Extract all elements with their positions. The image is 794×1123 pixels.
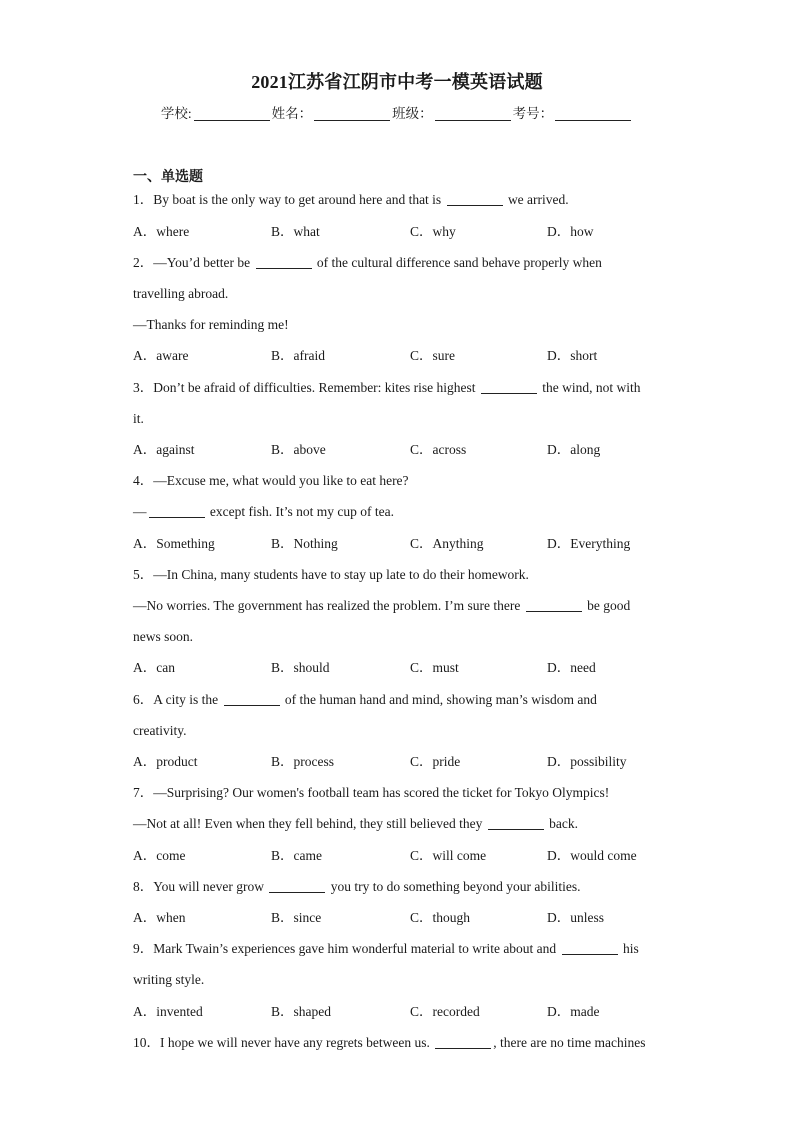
option-d[interactable]: D．Everything bbox=[547, 536, 631, 551]
option-b[interactable]: B．what bbox=[271, 224, 320, 239]
question-text: writing style. bbox=[133, 972, 205, 987]
answer-blank[interactable] bbox=[269, 879, 325, 893]
answer-blank[interactable] bbox=[562, 941, 618, 955]
number-blank[interactable] bbox=[555, 106, 631, 121]
question-text: 6．A city is the bbox=[133, 692, 222, 707]
question-text: news soon. bbox=[133, 629, 193, 644]
option-b[interactable]: B．afraid bbox=[271, 348, 325, 363]
question-text: creativity. bbox=[133, 723, 187, 738]
question-line bbox=[133, 691, 663, 709]
option-c[interactable]: C．pride bbox=[410, 754, 461, 769]
question-text: 5．—In China, many students have to stay up late to do their homework. bbox=[133, 567, 529, 582]
number-label: 考号： bbox=[512, 106, 554, 121]
option-b[interactable]: B．Nothing bbox=[271, 536, 338, 551]
question-text: 2．—You’d better be bbox=[133, 255, 254, 270]
question-text: his bbox=[619, 941, 639, 956]
option-d[interactable]: D．need bbox=[547, 660, 596, 675]
school-blank[interactable] bbox=[194, 106, 270, 121]
option-d[interactable]: D．along bbox=[547, 442, 601, 457]
answer-blank[interactable] bbox=[488, 816, 544, 830]
question-text: the wind, not with bbox=[538, 380, 641, 395]
question-line bbox=[133, 285, 663, 303]
question-text: —No worries. The government has realized the problem. I’m sure there bbox=[133, 598, 524, 613]
question-line bbox=[133, 971, 663, 989]
option-c[interactable]: C．across bbox=[410, 442, 467, 457]
option-c[interactable]: C．recorded bbox=[410, 1004, 480, 1019]
question-line bbox=[133, 410, 663, 428]
question-line bbox=[133, 878, 663, 896]
option-b[interactable]: B．process bbox=[271, 754, 334, 769]
question-text: —Thanks for reminding me! bbox=[133, 317, 289, 332]
question-text: it. bbox=[133, 411, 144, 426]
name-blank[interactable] bbox=[314, 106, 390, 121]
question-text: 10．I hope we will never have any regrets between us. bbox=[133, 1035, 434, 1050]
option-b[interactable]: B．shaped bbox=[271, 1004, 331, 1019]
option-d[interactable]: D．short bbox=[547, 348, 598, 363]
option-c[interactable]: C．though bbox=[410, 910, 471, 925]
option-c[interactable]: C．why bbox=[410, 224, 456, 239]
option-b[interactable]: B．above bbox=[271, 442, 326, 457]
question-line bbox=[133, 628, 663, 646]
option-d[interactable]: D．unless bbox=[547, 910, 604, 925]
question-text: back. bbox=[545, 816, 579, 831]
answer-blank[interactable] bbox=[526, 598, 582, 612]
question-line bbox=[133, 815, 663, 833]
question-text: travelling abroad. bbox=[133, 286, 229, 301]
question-text: of the cultural difference sand behave properly when bbox=[313, 255, 602, 270]
answer-blank[interactable] bbox=[481, 380, 537, 394]
question-text: 4．—Excuse me, what would you like to eat here? bbox=[133, 473, 409, 488]
question-text: 3．Don’t be afraid of difficulties. Remember: kites rise highest bbox=[133, 380, 479, 395]
option-a[interactable]: A．when bbox=[133, 910, 186, 925]
question-line bbox=[133, 784, 663, 802]
question-text: 9．Mark Twain’s experiences gave him wonderful material to write about and bbox=[133, 941, 560, 956]
question-text: 1．By boat is the only way to get around here and that is bbox=[133, 192, 445, 207]
option-b[interactable]: B．since bbox=[271, 910, 322, 925]
section-title: 一、单选题 bbox=[133, 170, 203, 185]
question-line bbox=[133, 379, 663, 397]
question-line bbox=[133, 940, 663, 958]
option-c[interactable]: C．sure bbox=[410, 348, 455, 363]
question-text: — bbox=[133, 504, 147, 519]
question-line bbox=[133, 1034, 663, 1052]
exam-title: 2021江苏省江阴市中考一模英语试题 bbox=[251, 72, 543, 92]
student-info-row bbox=[0, 102, 794, 122]
class-label: 班级： bbox=[392, 106, 433, 121]
question-line bbox=[133, 566, 663, 584]
answer-blank[interactable] bbox=[447, 192, 503, 206]
question-line bbox=[133, 597, 663, 615]
option-a[interactable]: A．aware bbox=[133, 348, 189, 363]
option-d[interactable]: D．how bbox=[547, 224, 594, 239]
option-d[interactable]: D．made bbox=[547, 1004, 600, 1019]
name-label: 姓名： bbox=[271, 106, 313, 121]
question-line bbox=[133, 722, 663, 740]
answer-blank[interactable] bbox=[224, 692, 280, 706]
option-a[interactable]: A．product bbox=[133, 754, 198, 769]
question-text: you try to do something beyond your abilities. bbox=[327, 879, 581, 894]
question-line bbox=[133, 503, 663, 521]
option-b[interactable]: B．should bbox=[271, 660, 330, 675]
option-c[interactable]: C．Anything bbox=[410, 536, 484, 551]
option-d[interactable]: D．possibility bbox=[547, 754, 627, 769]
option-a[interactable]: A．against bbox=[133, 442, 195, 457]
answer-blank[interactable] bbox=[435, 1035, 491, 1049]
question-text: 7．—Surprising? Our women's football team has scored the ticket for Tokyo Olympics! bbox=[133, 785, 610, 800]
option-d[interactable]: D．would come bbox=[547, 848, 637, 863]
question-line bbox=[133, 472, 663, 490]
answer-blank[interactable] bbox=[149, 504, 205, 518]
question-text: —Not at all! Even when they fell behind, they still believed they bbox=[133, 816, 486, 831]
option-a[interactable]: A．where bbox=[133, 224, 190, 239]
option-a[interactable]: A．invented bbox=[133, 1004, 203, 1019]
option-a[interactable]: A．Something bbox=[133, 536, 215, 551]
class-blank[interactable] bbox=[435, 106, 511, 121]
question-line bbox=[133, 316, 663, 334]
question-line bbox=[133, 254, 663, 272]
option-c[interactable]: C．must bbox=[410, 660, 459, 675]
question-line bbox=[133, 191, 663, 209]
question-text: 8．You will never grow bbox=[133, 879, 268, 894]
question-text: of the human hand and mind, showing man’s wisdom and bbox=[281, 692, 597, 707]
answer-blank[interactable] bbox=[256, 255, 312, 269]
question-text: , there are no time machines bbox=[493, 1035, 646, 1050]
question-text: except fish. It’s not my cup of tea. bbox=[206, 504, 394, 519]
question-text: we arrived. bbox=[504, 192, 569, 207]
option-a[interactable]: A．come bbox=[133, 848, 186, 863]
question-text: be good bbox=[583, 598, 631, 613]
school-label: 学校: bbox=[160, 106, 192, 121]
option-c[interactable]: C．will come bbox=[410, 848, 487, 863]
option-b[interactable]: B．came bbox=[271, 848, 322, 863]
option-a[interactable]: A．can bbox=[133, 660, 175, 675]
